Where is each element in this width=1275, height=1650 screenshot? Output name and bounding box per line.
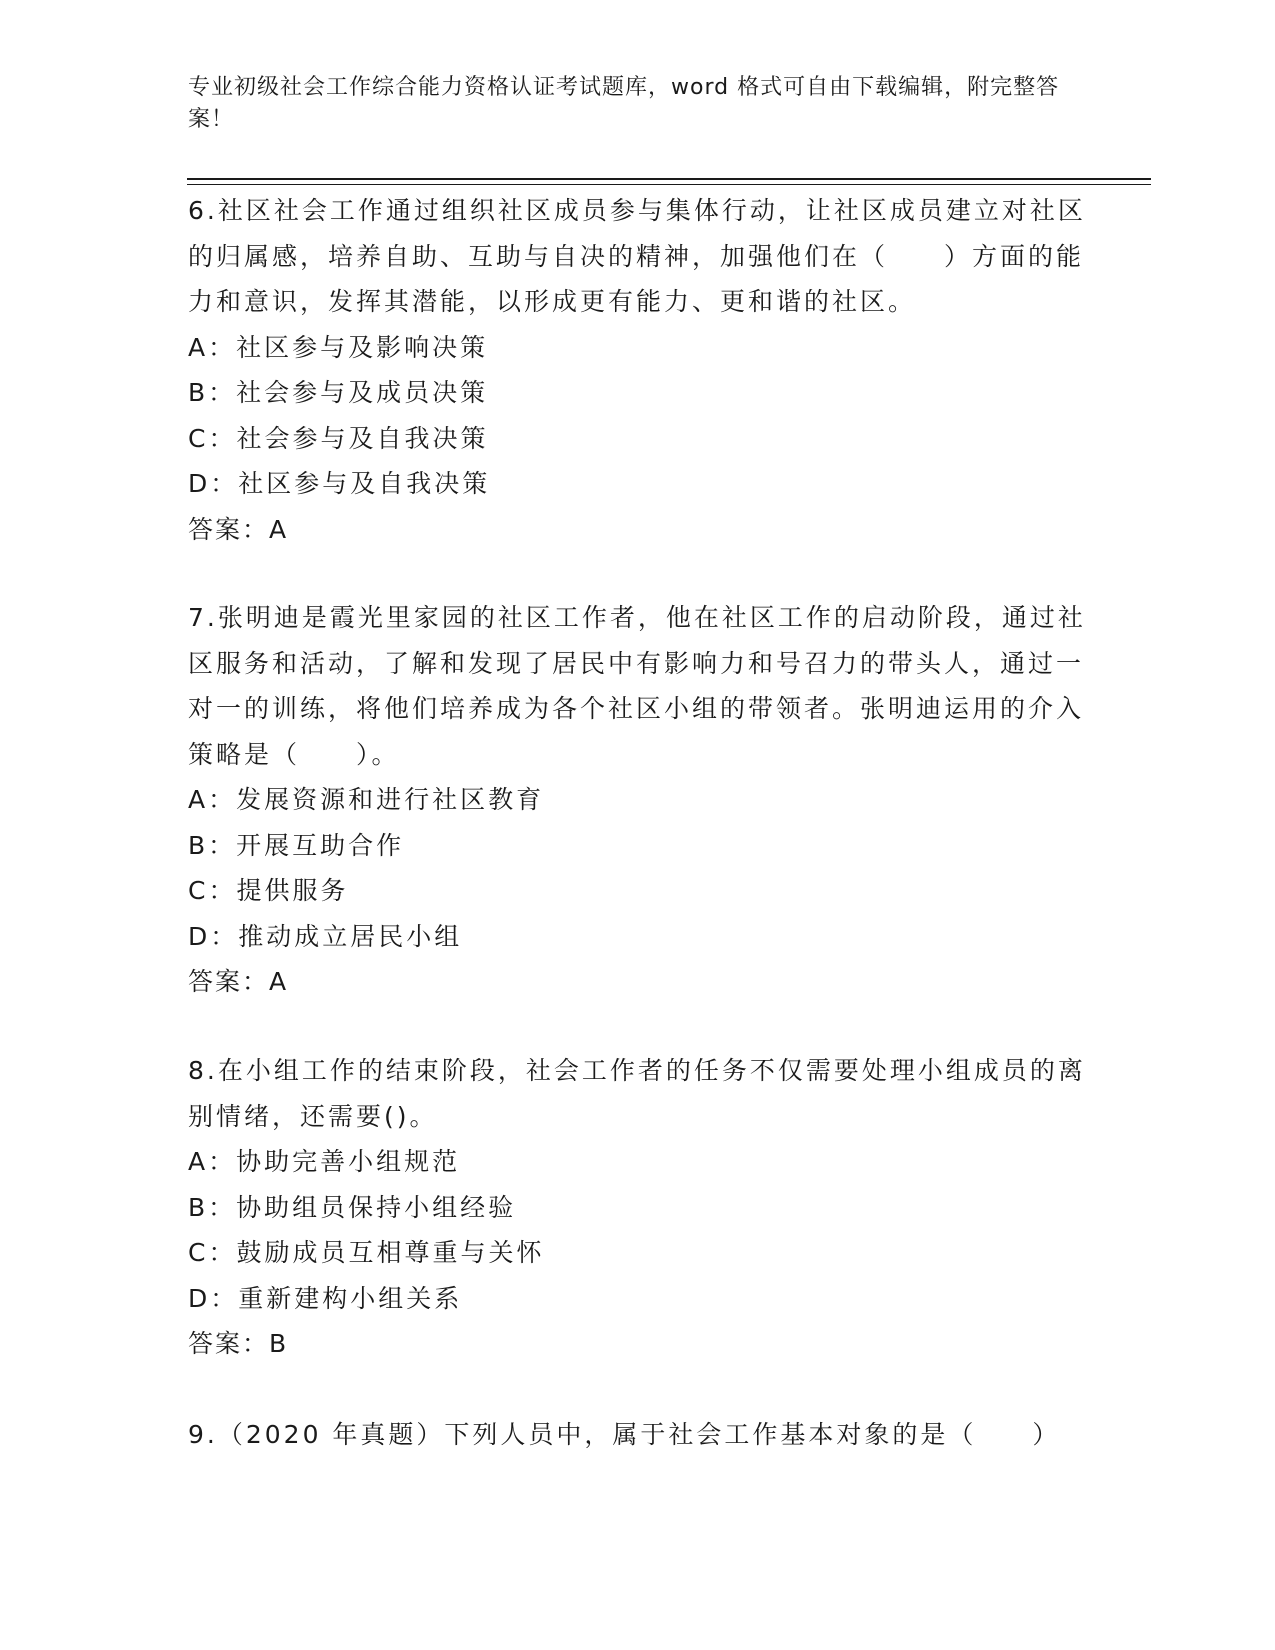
question-8	[188, 1048, 1088, 1367]
option-a: A：社区参与及影响决策	[188, 332, 489, 362]
option-d: D：社区参与及自我决策	[188, 469, 491, 498]
option-c: C：提供服务	[188, 876, 349, 905]
question-6	[188, 188, 1088, 552]
answer: 答案：A	[188, 967, 289, 996]
option-b: B：协助组员保持小组经验	[188, 1192, 517, 1222]
question-9	[188, 1412, 1088, 1458]
option-a: A：发展资源和进行社区教育	[188, 785, 545, 814]
question-7	[188, 595, 1088, 1005]
question-stem: 7.张明迪是霞光里家园的社区工作者，他在社区工作的启动阶段，通过社区服务和活动，了解和发现了居民中有影响力和号召力的带头人，通过一对一的训练，将他们培养成为各个社区小组的带领者。张明迪运用的介入策略是（ ）。	[188, 603, 1086, 769]
option-a: A：协助完善小组规范	[188, 1147, 461, 1176]
option-c: C：鼓励成员互相尊重与关怀	[188, 1238, 545, 1267]
answer: 答案：B	[188, 1329, 289, 1358]
option-b: B：开展互助合作	[188, 830, 405, 860]
option-d: D：重新建构小组关系	[188, 1283, 463, 1313]
question-stem: 9.（2020 年真题）下列人员中，属于社会工作基本对象的是（ ）	[188, 1420, 1061, 1449]
page-header: 专业初级社会工作综合能力资格认证考试题库，word 格式可自由下载编辑，附完整答案！	[188, 75, 1060, 132]
option-c: C：社会参与及自我决策	[188, 423, 489, 453]
header-divider-thick	[187, 178, 1151, 180]
header-divider-thin	[187, 184, 1151, 185]
question-stem: 6.社区社会工作通过组织社区成员参与集体行动，让社区成员建立对社区的归属感，培养自助、互助与自决的精神，加强他们在（ ）方面的能力和意识，发挥其潜能，以形成更有能力、更和谐的社区。	[188, 196, 1086, 316]
option-b: B：社会参与及成员决策	[188, 378, 489, 407]
answer: 答案：A	[188, 514, 289, 544]
option-d: D：推动成立居民小组	[188, 921, 463, 951]
question-stem: 8.在小组工作的结束阶段，社会工作者的任务不仅需要处理小组成员的离别情绪，还需要()。	[188, 1056, 1086, 1131]
